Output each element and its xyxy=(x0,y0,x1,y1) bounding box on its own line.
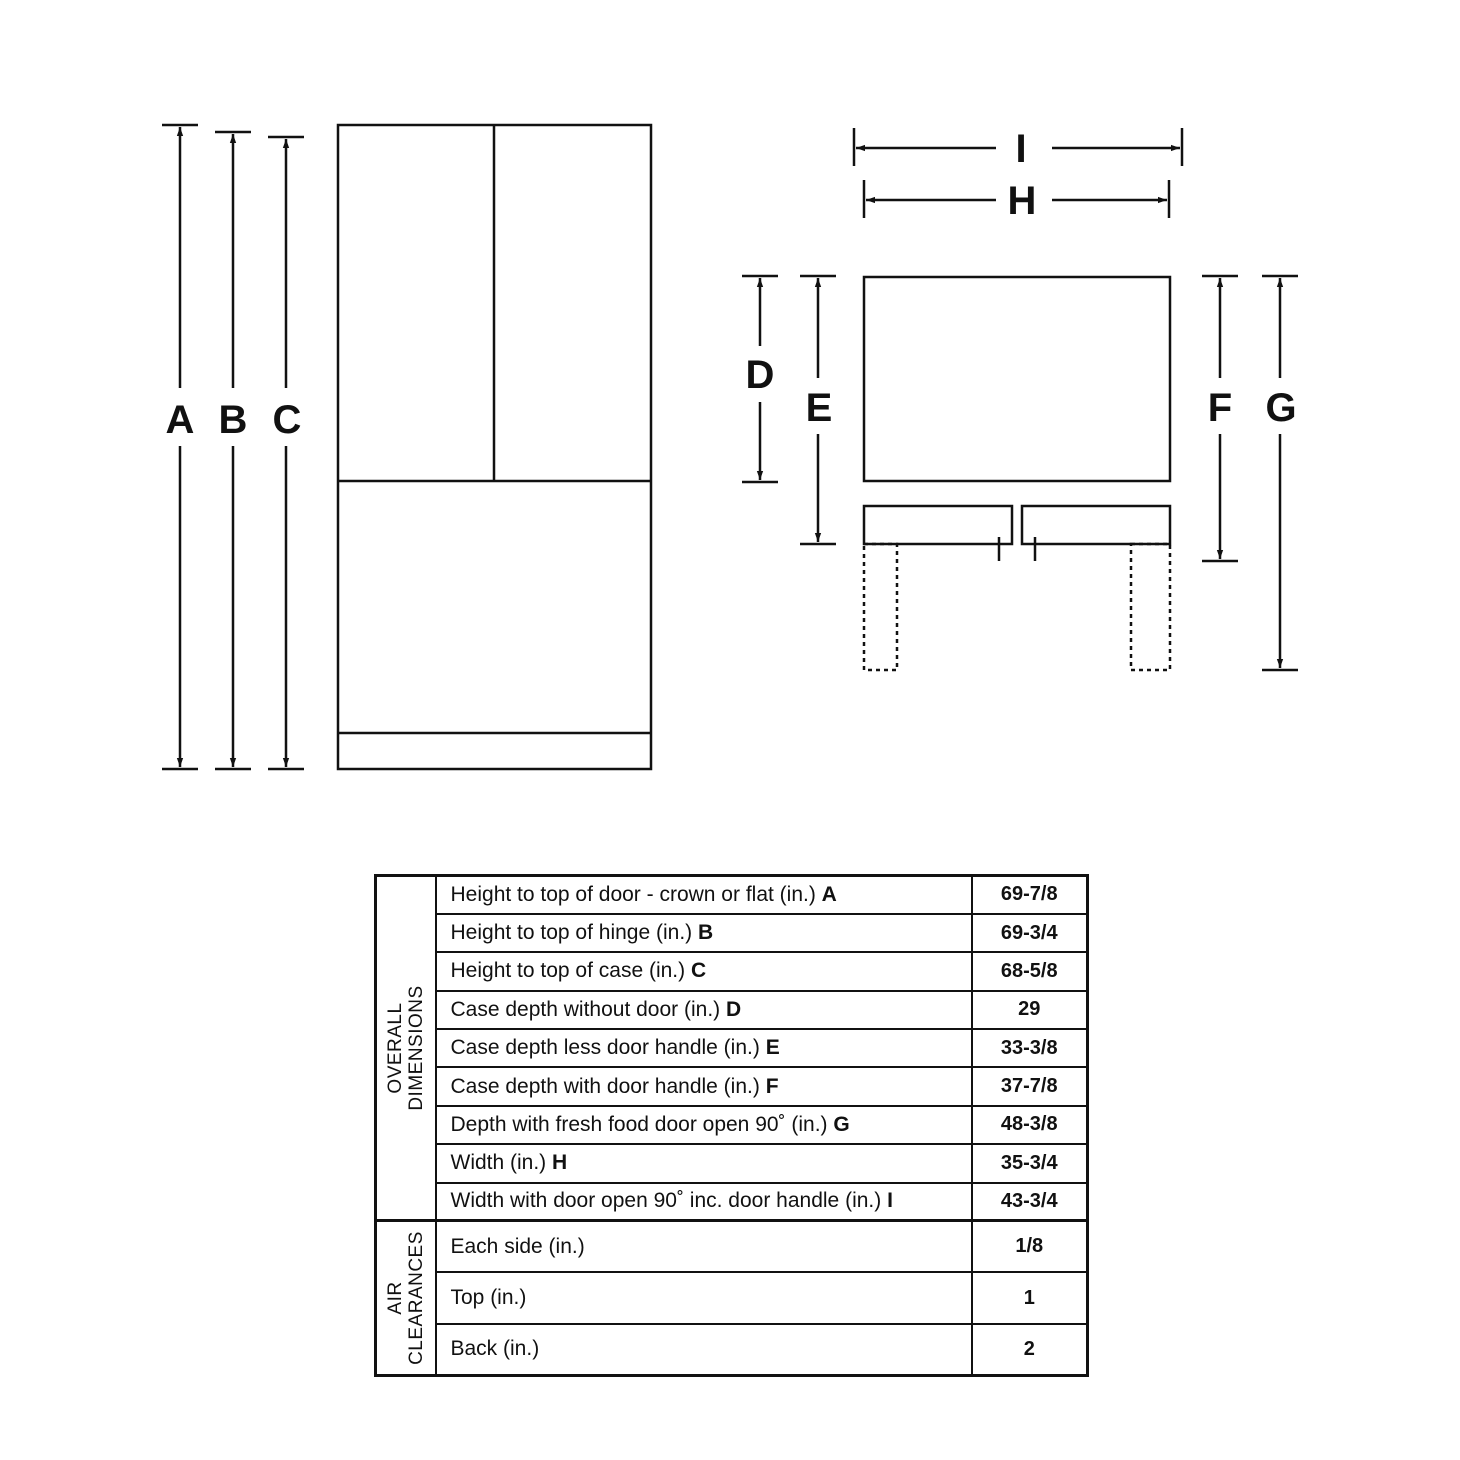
label-e: E xyxy=(805,386,833,430)
row-value: 43-3/4 xyxy=(972,1183,1088,1221)
row-letter: I xyxy=(887,1189,893,1213)
right-open-door xyxy=(1131,544,1170,670)
table-row xyxy=(376,1067,1088,1105)
row-value: 1/8 xyxy=(972,1221,1088,1273)
group-label-overall-dimensions xyxy=(376,876,436,1221)
row-description: Height to top of door - crown or flat (in.) A xyxy=(436,876,972,914)
label-d: D xyxy=(745,353,775,397)
row-value: 68-5/8 xyxy=(972,952,1088,990)
row-value: 48-3/8 xyxy=(972,1106,1088,1144)
label-h: H xyxy=(1007,179,1037,223)
table-row xyxy=(376,1106,1088,1144)
top-view-refrigerator xyxy=(864,277,1170,561)
row-description: Height to top of case (in.) C xyxy=(436,952,972,990)
group-label-line: AIR xyxy=(384,1281,406,1315)
row-description: Case depth with door handle (in.) F xyxy=(436,1067,972,1105)
row-description: Case depth less door handle (in.) E xyxy=(436,1029,972,1067)
row-value: 2 xyxy=(972,1324,1088,1376)
dimension-h xyxy=(864,179,1169,223)
right-door-outline xyxy=(1022,506,1170,544)
row-value: 69-7/8 xyxy=(972,876,1088,914)
row-value: 33-3/8 xyxy=(972,1029,1088,1067)
row-value: 29 xyxy=(972,991,1088,1029)
row-description: Each side (in.) xyxy=(436,1221,972,1273)
row-description: Width (in.) H xyxy=(436,1144,972,1182)
row-letter: A xyxy=(821,882,837,906)
dimension-c xyxy=(268,137,304,769)
dimensions-table xyxy=(374,874,1089,1377)
dimension-g xyxy=(1262,276,1298,670)
row-value: 69-3/4 xyxy=(972,914,1088,952)
table-row xyxy=(376,1029,1088,1067)
row-value: 1 xyxy=(972,1272,1088,1324)
row-description: Width with door open 90˚ inc. door handle (in.) I xyxy=(436,1183,972,1221)
table-row xyxy=(376,1183,1088,1221)
group-label-air-clearances xyxy=(376,1221,436,1376)
table-row xyxy=(376,876,1088,914)
table-row xyxy=(376,1324,1088,1376)
row-description: Top (in.) xyxy=(436,1272,972,1324)
dimension-e xyxy=(800,276,836,544)
row-letter: F xyxy=(765,1074,779,1098)
label-a: A xyxy=(165,398,195,442)
front-view-refrigerator xyxy=(338,125,651,769)
left-door-outline xyxy=(864,506,1012,544)
row-description: Height to top of hinge (in.) B xyxy=(436,914,972,952)
row-letter: H xyxy=(552,1151,568,1175)
dimension-a xyxy=(162,125,198,769)
table-row xyxy=(376,952,1088,990)
dimension-d xyxy=(742,276,778,482)
dimension-f xyxy=(1202,276,1238,561)
row-letter: B xyxy=(698,921,714,945)
row-letter: G xyxy=(833,1112,850,1136)
left-open-door xyxy=(864,544,897,670)
table-row xyxy=(376,1221,1088,1273)
table-row xyxy=(376,1272,1088,1324)
case-outline xyxy=(864,277,1170,481)
row-description: Case depth without door (in.) D xyxy=(436,991,972,1029)
row-value: 35-3/4 xyxy=(972,1144,1088,1182)
dimension-i xyxy=(854,127,1182,171)
label-g: G xyxy=(1265,386,1297,430)
table-row xyxy=(376,914,1088,952)
table-row xyxy=(376,1144,1088,1182)
dimension-b xyxy=(215,132,251,769)
label-b: B xyxy=(218,398,248,442)
row-letter: E xyxy=(765,1036,780,1060)
table-row xyxy=(376,991,1088,1029)
group-label-line: OVERALL xyxy=(384,1002,406,1094)
group-label-line: DIMENSIONS xyxy=(405,985,427,1111)
group-label-line: CLEARANCES xyxy=(405,1231,427,1366)
label-f: F xyxy=(1207,386,1233,430)
row-letter: D xyxy=(726,997,742,1021)
row-description: Depth with fresh food door open 90˚ (in.) G xyxy=(436,1106,972,1144)
label-c: C xyxy=(272,398,302,442)
label-i: I xyxy=(1015,127,1027,171)
row-value: 37-7/8 xyxy=(972,1067,1088,1105)
open-door-outlines xyxy=(864,544,1170,670)
row-description: Back (in.) xyxy=(436,1324,972,1376)
row-letter: C xyxy=(690,959,707,983)
